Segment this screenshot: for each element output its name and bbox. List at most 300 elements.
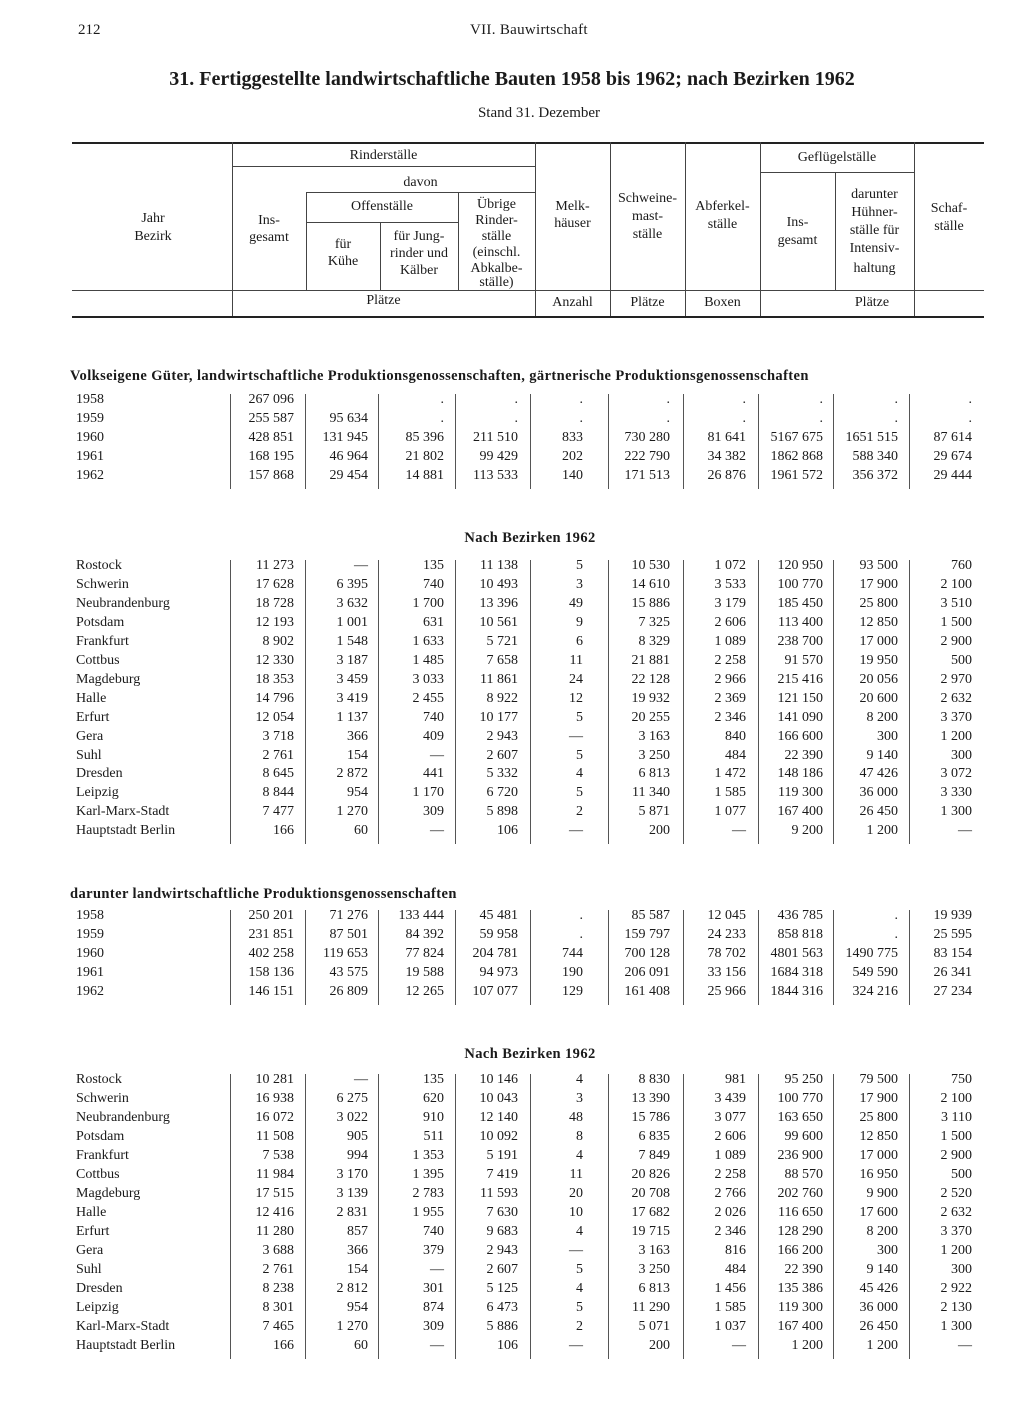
- table-cell: 1 200: [940, 728, 972, 744]
- table-cell: 19 715: [631, 1224, 670, 1239]
- table-cell: 133 444: [398, 908, 444, 923]
- table-cell: 9 900: [866, 1186, 898, 1201]
- table-cell: 45 481: [479, 908, 518, 923]
- table-row: [0, 1148, 1024, 1167]
- table-cell: 19 932: [631, 690, 670, 706]
- table-cell: 6 813: [638, 766, 670, 782]
- table-cell: 81 641: [707, 429, 746, 445]
- table-cell: 1 500: [940, 1129, 972, 1144]
- table-cell: 2 632: [940, 690, 972, 706]
- table-cell: 1 270: [336, 1319, 368, 1334]
- table-cell: 300: [877, 1243, 898, 1258]
- header-schweinemast: mast-: [631, 209, 664, 224]
- table-cell: 833: [562, 429, 583, 445]
- table-cell: 11: [569, 1167, 583, 1182]
- row-label-text: Cottbus: [76, 652, 120, 668]
- header-insgesamt: Ins-: [258, 213, 280, 228]
- header-huehner: ställe für: [849, 223, 900, 238]
- row-label: [76, 1243, 226, 1259]
- table-cell: 5 871: [638, 804, 670, 820]
- table-cell: 6 720: [486, 785, 518, 801]
- table-cell: —: [430, 1338, 444, 1353]
- table-cell: 5 125: [486, 1281, 518, 1296]
- table-cell: 740: [423, 1224, 444, 1239]
- table-cell: 129: [562, 984, 583, 999]
- table-cell: 379: [423, 1243, 444, 1258]
- table-cell: .: [579, 908, 583, 923]
- table-cell: 1 633: [412, 633, 444, 649]
- table-cell: 167 400: [777, 804, 823, 820]
- table-cell: 324 216: [852, 984, 898, 999]
- table-cell: 309: [423, 804, 444, 820]
- table-cell: 121 150: [777, 690, 823, 706]
- row-label-text: Leipzig: [76, 1300, 119, 1315]
- row-label-text: Karl-Marx-Stadt: [76, 804, 170, 820]
- table-cell: 2 943: [486, 728, 518, 744]
- row-label-text: 1960: [76, 946, 104, 961]
- table-cell: 6 835: [638, 1129, 670, 1144]
- row-label-text: Dresden: [76, 1281, 123, 1296]
- table-cell: 300: [877, 728, 898, 744]
- header-uebrige: Übrige: [477, 197, 516, 212]
- table-cell: 8: [576, 1129, 583, 1144]
- row-label: [76, 804, 226, 820]
- table-cell: 5: [576, 709, 583, 725]
- table-cell: 1 089: [714, 633, 746, 649]
- table-cell: 95 634: [329, 410, 368, 426]
- table-cell: —: [354, 558, 368, 573]
- table-subtitle: Stand 31. Dezember: [477, 105, 601, 121]
- table-row: [0, 558, 1024, 577]
- row-label: [76, 1186, 226, 1202]
- table-cell: 12 140: [479, 1110, 518, 1125]
- table-cell: 99 600: [784, 1129, 823, 1144]
- table-cell: 15 786: [631, 1110, 670, 1125]
- table-cell: 14 796: [255, 690, 294, 706]
- table-cell: 13 390: [631, 1091, 670, 1106]
- table-cell: 71 276: [329, 908, 368, 923]
- table-cell: 309: [423, 1319, 444, 1334]
- table-cell: 3 163: [638, 1243, 670, 1258]
- header-schafstaelle: Schaf-: [930, 201, 968, 216]
- table-cell: 9 140: [866, 1262, 898, 1277]
- header-huehner: Intensiv-: [849, 241, 900, 256]
- table-row: [0, 1129, 1024, 1148]
- row-label: [76, 392, 226, 408]
- table-cell: 3 533: [714, 576, 746, 592]
- table-row: [0, 1319, 1024, 1338]
- table-cell: 3 179: [714, 595, 746, 611]
- table-cell: 211 510: [473, 429, 518, 445]
- row-label-text: Halle: [76, 690, 107, 706]
- table-cell: 5: [576, 1262, 583, 1277]
- table-cell: 10 092: [479, 1129, 518, 1144]
- row-label-text: Magdeburg: [76, 671, 141, 687]
- header-bezirk: Bezirk: [134, 229, 172, 244]
- table-cell: 300: [951, 1262, 972, 1277]
- table-cell: 10 146: [479, 1072, 518, 1087]
- table-cell: .: [514, 392, 518, 407]
- table-cell: 87 501: [329, 927, 368, 942]
- table-cell: 20 708: [631, 1186, 670, 1201]
- table-cell: 17 515: [255, 1186, 294, 1201]
- table-cell: 119 300: [778, 785, 823, 801]
- table-cell: 19 588: [405, 965, 444, 980]
- table-cell: 300: [951, 747, 972, 763]
- table-cell: 2 872: [336, 766, 368, 782]
- table-cell: 119 653: [323, 946, 368, 961]
- table-cell: 730 280: [624, 429, 670, 445]
- table-row: [0, 596, 1024, 615]
- table-row: [0, 748, 1024, 767]
- table-cell: 301: [423, 1281, 444, 1296]
- table-cell: 11 290: [632, 1300, 670, 1315]
- table-cell: 2 606: [714, 614, 746, 630]
- table-cell: 4: [576, 1072, 583, 1087]
- table-cell: 12 850: [859, 1129, 898, 1144]
- table-cell: —: [430, 823, 444, 839]
- table-cell: 2 761: [262, 747, 294, 763]
- table-cell: 8 844: [262, 785, 294, 801]
- row-label-text: 1961: [76, 448, 104, 464]
- table-cell: 20 056: [859, 671, 898, 687]
- row-label: [76, 1072, 226, 1088]
- row-label: [76, 766, 226, 782]
- row-label-text: Rostock: [76, 558, 122, 573]
- table-cell: 816: [725, 1243, 746, 1258]
- table-cell: 2 100: [940, 576, 972, 592]
- table-cell: 700 128: [624, 946, 670, 961]
- table-row: [0, 615, 1024, 634]
- row-label: [76, 710, 226, 726]
- table-cell: 161 408: [624, 984, 670, 999]
- table-cell: 3 370: [940, 1224, 972, 1239]
- table-cell: 19 950: [859, 652, 898, 668]
- table-cell: 1 089: [714, 1148, 746, 1163]
- table-cell: 1 585: [714, 1300, 746, 1315]
- table-cell: 7 849: [638, 1148, 670, 1163]
- table-cell: —: [430, 1262, 444, 1277]
- table-cell: 6: [576, 633, 583, 649]
- header-uebrige: ställe: [481, 229, 512, 244]
- table-cell: 200: [649, 1338, 670, 1353]
- header-abferkel: Abferkel-: [695, 199, 750, 214]
- table-cell: 8 329: [638, 633, 670, 649]
- table-cell: 2 455: [412, 690, 444, 706]
- table-cell: 231 851: [248, 927, 294, 942]
- row-label: [76, 634, 226, 650]
- table-cell: 163 650: [777, 1110, 823, 1125]
- table-cell: 185 450: [777, 595, 823, 611]
- table-cell: 20 826: [631, 1167, 670, 1182]
- table-row: [0, 1262, 1024, 1281]
- table-row: [0, 965, 1024, 984]
- table-cell: .: [440, 392, 444, 407]
- table-cell: 60: [354, 823, 368, 839]
- table-cell: 3 718: [262, 728, 294, 744]
- table-row: [0, 1338, 1024, 1357]
- table-row: [0, 468, 1024, 487]
- header-jungrinder: für Jung-: [393, 229, 445, 244]
- table-cell: 1 548: [336, 633, 368, 649]
- page-number: 212: [78, 22, 101, 38]
- table-cell: 1 353: [412, 1148, 444, 1163]
- table-cell: 267 096: [248, 392, 294, 407]
- table-cell: 1 395: [412, 1167, 444, 1182]
- table-cell: 857: [347, 1224, 368, 1239]
- table-row: [0, 1205, 1024, 1224]
- table-cell: 9 683: [486, 1224, 518, 1239]
- header-uebrige: (einschl.: [472, 245, 521, 260]
- table-cell: 17 600: [859, 1205, 898, 1220]
- table-cell: 131 945: [322, 429, 368, 445]
- table-row: [0, 653, 1024, 672]
- table-cell: .: [742, 392, 746, 407]
- row-label-text: Gera: [76, 728, 104, 744]
- row-label: [76, 577, 226, 593]
- table-cell: 981: [725, 1072, 746, 1087]
- table-cell: 18 728: [255, 595, 294, 611]
- table-cell: 202 760: [777, 1186, 823, 1201]
- table-cell: 858 818: [777, 927, 823, 942]
- row-label-text: Frankfurt: [76, 633, 129, 649]
- row-label-text: Schwerin: [76, 576, 129, 592]
- table-cell: 17 682: [631, 1205, 670, 1220]
- table-cell: 8 301: [262, 1300, 294, 1315]
- table-cell: 3 110: [941, 1110, 972, 1125]
- header-bottom-rule: [72, 316, 984, 318]
- table-cell: 5 071: [638, 1319, 670, 1334]
- table-cell: 238 700: [777, 633, 823, 649]
- table-cell: 402 258: [248, 946, 294, 961]
- table-cell: 159 797: [624, 927, 670, 942]
- table-cell: .: [894, 927, 898, 942]
- table-cell: 1 270: [336, 804, 368, 820]
- table-cell: 910: [423, 1110, 444, 1125]
- table-cell: 740: [423, 576, 444, 592]
- table-cell: 12 265: [405, 984, 444, 999]
- table-cell: 5: [576, 1300, 583, 1315]
- header-unit-plaetze: Plätze: [366, 293, 401, 308]
- table-cell: 135: [423, 558, 444, 573]
- table-cell: 2 607: [486, 747, 518, 763]
- table-cell: 2 943: [486, 1243, 518, 1258]
- header-uebrige: ställe): [479, 275, 514, 290]
- table-cell: 511: [423, 1129, 444, 1144]
- table-cell: 206 091: [624, 965, 670, 980]
- table-cell: 2 966: [714, 671, 746, 687]
- table-cell: 3 072: [940, 766, 972, 782]
- table-cell: 135: [423, 1072, 444, 1087]
- table-cell: 1490 775: [845, 946, 898, 961]
- table-row: [0, 1091, 1024, 1110]
- table-cell: 1 137: [336, 709, 368, 725]
- header-uebrige: Abkalbe-: [470, 261, 523, 276]
- table-cell: 119 300: [778, 1300, 823, 1315]
- table-cell: 17 900: [859, 1091, 898, 1106]
- table-cell: 3 419: [336, 690, 368, 706]
- table-cell: 409: [423, 728, 444, 744]
- row-label-text: 1962: [76, 984, 104, 999]
- header-schweinemast: ställe: [632, 227, 663, 242]
- table-cell: 366: [347, 1243, 368, 1258]
- table-cell: 106: [497, 1338, 518, 1353]
- table-cell: 3: [576, 576, 583, 592]
- table-cell: 3 459: [336, 671, 368, 687]
- table-cell: 3 632: [336, 595, 368, 611]
- row-label-text: Rostock: [76, 1072, 122, 1087]
- table-cell: 2 607: [486, 1262, 518, 1277]
- table-cell: 8 902: [262, 633, 294, 649]
- table-cell: 120 950: [777, 558, 823, 573]
- table-row: [0, 1110, 1024, 1129]
- table-cell: 85 587: [631, 908, 670, 923]
- table-cell: 8 238: [262, 1281, 294, 1296]
- table-cell: 17 900: [859, 576, 898, 592]
- table-cell: 11 861: [480, 671, 518, 687]
- table-cell: 84 392: [405, 927, 444, 942]
- row-label: [76, 1148, 226, 1164]
- table-cell: 2 606: [714, 1129, 746, 1144]
- header-kuehe: Kühe: [327, 254, 359, 269]
- table-cell: 25 800: [859, 595, 898, 611]
- table-cell: 113 400: [778, 614, 823, 630]
- row-label-text: Magdeburg: [76, 1186, 141, 1201]
- table-cell: .: [894, 908, 898, 923]
- table-cell: 16 938: [255, 1091, 294, 1106]
- table-cell: 6 473: [486, 1300, 518, 1315]
- table-cell: 6 275: [336, 1091, 368, 1106]
- table-cell: 905: [347, 1129, 368, 1144]
- table-cell: 1862 868: [770, 448, 823, 464]
- row-label-text: Erfurt: [76, 709, 110, 725]
- table-cell: 154: [347, 747, 368, 763]
- header-huehner: haltung: [853, 261, 896, 276]
- table-row: [0, 1300, 1024, 1319]
- table-cell: 88 570: [784, 1167, 823, 1182]
- table-cell: 954: [347, 785, 368, 801]
- table-cell: .: [666, 410, 670, 426]
- table-cell: .: [894, 410, 898, 426]
- table-cell: —: [732, 823, 746, 839]
- table-cell: 3 330: [940, 785, 972, 801]
- table-row: [0, 430, 1024, 449]
- table-cell: 5 898: [486, 804, 518, 820]
- table-cell: 9 200: [791, 823, 823, 839]
- table-cell: 167 400: [777, 1319, 823, 1334]
- header-schafstaelle: ställe: [934, 219, 964, 234]
- header-melkhaeuser: häuser: [554, 216, 591, 231]
- table-cell: 106: [497, 823, 518, 839]
- row-label: [76, 1110, 226, 1126]
- table-cell: 500: [951, 1167, 972, 1182]
- row-label-text: Potsdam: [76, 614, 125, 630]
- table-cell: 5167 675: [770, 429, 823, 445]
- table-row: [0, 1224, 1024, 1243]
- row-label-text: Hauptstadt Berlin: [76, 823, 176, 839]
- table-cell: 91 570: [784, 652, 823, 668]
- table-cell: 2 258: [714, 652, 746, 668]
- row-label: [76, 411, 226, 427]
- table-cell: 236 900: [777, 1148, 823, 1163]
- table-row: [0, 691, 1024, 710]
- row-label: [76, 691, 226, 707]
- table-cell: 5: [576, 785, 583, 801]
- table-cell: 13 396: [479, 595, 518, 611]
- table-cell: 34 382: [707, 448, 746, 464]
- table-cell: 17 000: [859, 1148, 898, 1163]
- table-cell: 21 881: [631, 652, 670, 668]
- table-cell: 7 325: [638, 614, 670, 630]
- header-unit-plaetze: Plätze: [630, 295, 665, 310]
- table-row: [0, 1072, 1024, 1091]
- table-cell: 2 258: [714, 1167, 746, 1182]
- table-row: [0, 729, 1024, 748]
- row-label-text: Suhl: [76, 747, 102, 763]
- row-label: [76, 1091, 226, 1107]
- table-row: [0, 984, 1024, 1003]
- table-cell: 1651 515: [845, 429, 898, 445]
- table-cell: 45 426: [859, 1281, 898, 1296]
- table-cell: 16 950: [859, 1167, 898, 1182]
- table-cell: 7 538: [262, 1148, 294, 1163]
- table-cell: 128 290: [777, 1224, 823, 1239]
- table-cell: 95 250: [784, 1072, 823, 1087]
- table-cell: 3 370: [940, 709, 972, 725]
- table-cell: .: [742, 410, 746, 426]
- table-cell: .: [894, 392, 898, 407]
- row-label-text: Potsdam: [76, 1129, 125, 1144]
- table-cell: 157 868: [248, 467, 294, 483]
- table-cell: 740: [423, 709, 444, 725]
- table-cell: 250 201: [248, 908, 294, 923]
- table-row: [0, 577, 1024, 596]
- table-row: [0, 927, 1024, 946]
- table-cell: 1 200: [940, 1243, 972, 1258]
- table-cell: 8 200: [866, 1224, 898, 1239]
- table-cell: 441: [423, 766, 444, 782]
- table-row: [0, 804, 1024, 823]
- header-unit-anzahl: Anzahl: [552, 295, 593, 310]
- table-cell: 29 444: [933, 467, 972, 483]
- table-cell: 158 136: [248, 965, 294, 980]
- section-heading: Nach Bezirken 1962: [464, 530, 596, 546]
- table-cell: 9: [576, 614, 583, 630]
- table-cell: —: [569, 1338, 583, 1353]
- table-cell: —: [569, 728, 583, 744]
- table-cell: 6 395: [336, 576, 368, 592]
- table-cell: 204 781: [472, 946, 518, 961]
- table-cell: 93 500: [859, 558, 898, 573]
- table-cell: 77 824: [405, 946, 444, 961]
- table-cell: 620: [423, 1091, 444, 1106]
- table-cell: 24 233: [707, 927, 746, 942]
- table-cell: 60: [354, 1338, 368, 1353]
- table-cell: 171 513: [624, 467, 670, 483]
- row-label: [76, 908, 226, 924]
- table-cell: 17 000: [859, 633, 898, 649]
- table-cell: 148 186: [777, 766, 823, 782]
- table-cell: —: [430, 747, 444, 763]
- table-cell: 27 234: [933, 984, 972, 999]
- table-row: [0, 392, 1024, 411]
- table-cell: 12 045: [707, 908, 746, 923]
- table-cell: 2 922: [940, 1281, 972, 1296]
- table-cell: 3 033: [412, 671, 444, 687]
- header-jungrinder: rinder und: [390, 246, 448, 261]
- table-cell: 9 140: [866, 747, 898, 763]
- header-insgesamt: gesamt: [249, 230, 289, 245]
